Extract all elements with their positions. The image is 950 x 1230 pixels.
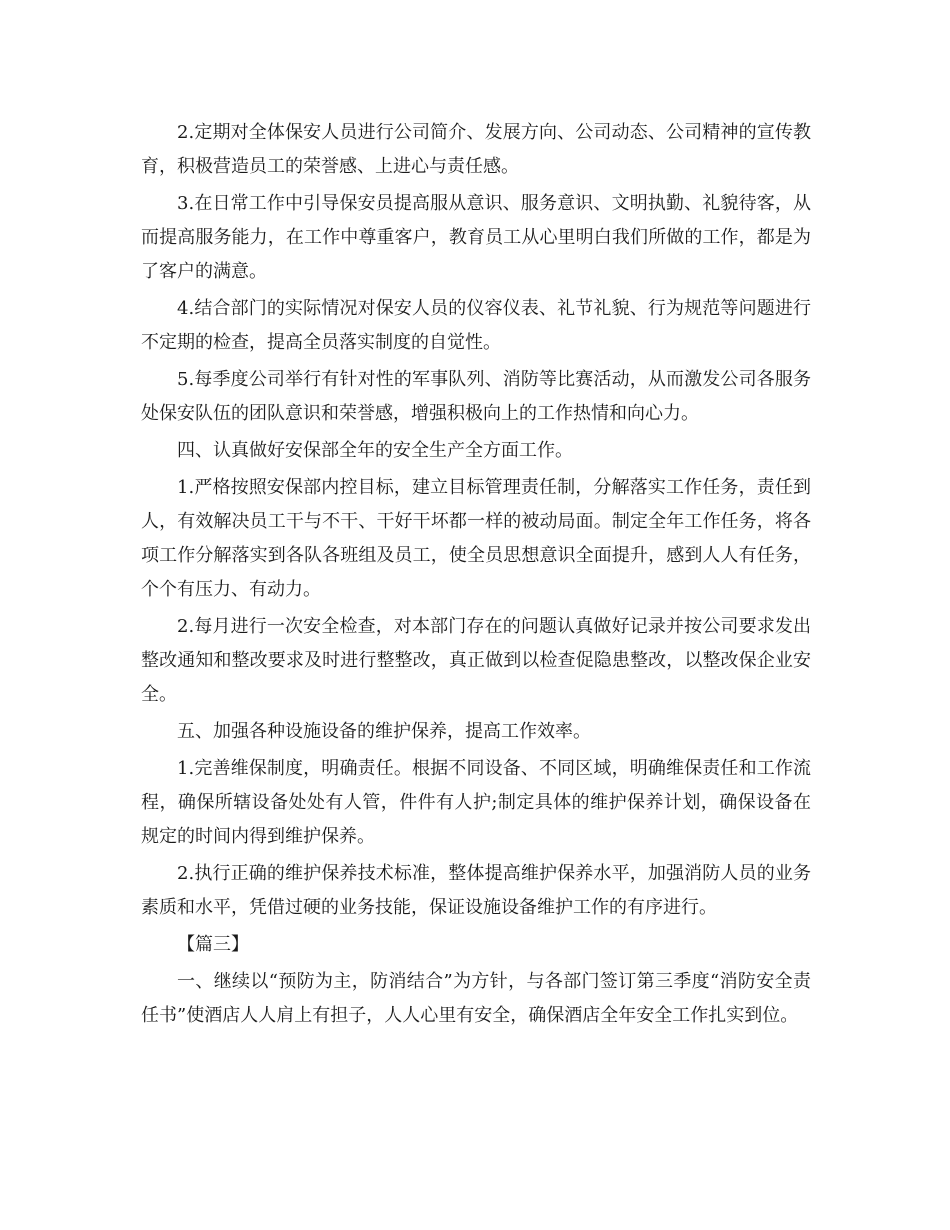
paragraph-item-5-1: 1.完善维保制度，明确责任。根据不同设备、不同区域，明确维保责任和工作流程，确保所辖设备处处有人管，件件有人护;制定具体的维护保养计划，确保设备在规定的时间内得到维护保养。 [141,758,811,847]
paragraph-chapter3-1: 一、继续以“预防为主，防消结合”为方针，与各部门签订第三季度“消防安全责任书”使酒店人人肩上有担子，人人心里有安全，确保酒店全年安全工作扎实到位。 [141,971,811,1026]
paragraph-item-2: 2.定期对全体保安人员进行公司简介、发展方向、公司动态、公司精神的宣传教育，积极营造员工的荣誉感、上进心与责任感。 [141,122,811,177]
paragraph-item-5: 5.每季度公司举行有针对性的军事队列、消防等比赛活动，从而激发公司各服务处保安队伍的团队意识和荣誉感，增强积极向上的工作热情和向心力。 [141,369,811,424]
paragraph-item-4-1: 1.严格按照安保部内控目标，建立目标管理责任制，分解落实工作任务，责任到人，有效解决员工干与不干、干好干坏都一样的被动局面。制定全年工作任务，将各项工作分解落实到各队各班组及员工，使全员思想意识全面提升，感到人人有任务，个个有压力、有动力。 [141,477,811,600]
paragraph-item-3: 3.在日常工作中引导保安员提高服从意识、服务意识、文明执勤、礼貌待客，从而提高服务能力，在工作中尊重客户，教育员工从心里明白我们所做的工作，都是为了客户的满意。 [141,193,811,282]
section-heading-5: 五、加强各种设施设备的维护保养，提高工作效率。 [177,721,591,742]
paragraph-item-4-2: 2.每月进行一次安全检查，对本部门存在的问题认真做好记录并按公司要求发出整改通知和整改要求及时进行整整改，真正做到以检查促隐患整改，以整改保企业安全。 [141,616,811,705]
section-heading-4: 四、认真做好安保部全年的安全生产全方面工作。 [177,440,573,461]
paragraph-item-4: 4.结合部门的实际情况对保安人员的仪容仪表、礼节礼貌、行为规范等问题进行不定期的检查，提高全员落实制度的自觉性。 [141,298,811,353]
document-page [141,116,811,1036]
chapter-heading: 【篇三】 [177,934,249,955]
paragraph-item-5-2: 2.执行正确的维护保养技术标准，整体提高维护保养水平，加强消防人员的业务素质和水平，凭借过硬的业务技能，保证设施设备维护工作的有序进行。 [141,863,811,918]
